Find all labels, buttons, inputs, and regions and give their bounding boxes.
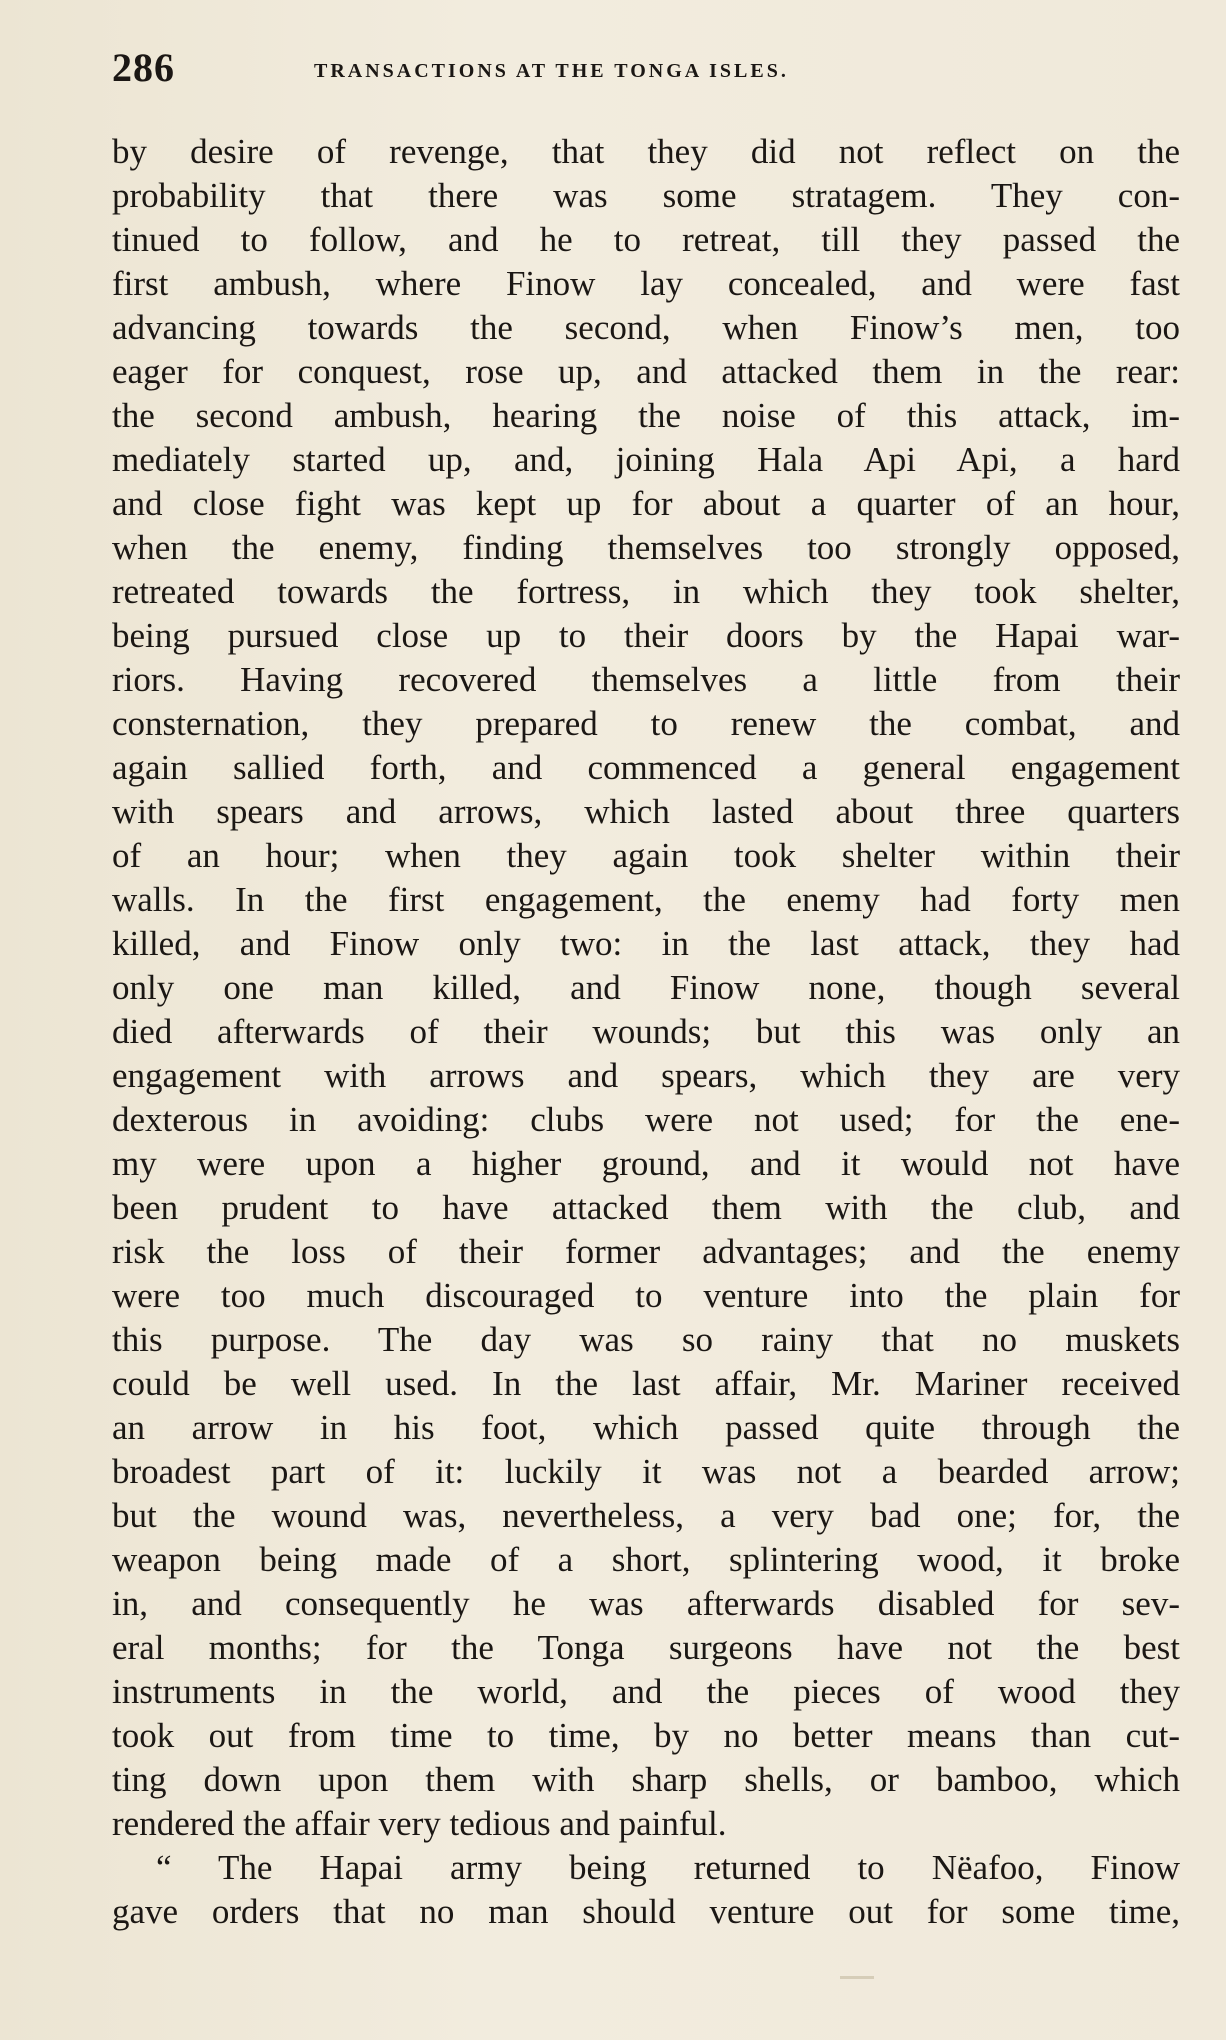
paragraph-end-line: rendered the affair very tedious and painful. [112,1804,727,1843]
text-line: could be well used. In the last affair, Mr. Mariner received [112,1364,1180,1403]
text-line: this purpose. The day was so rainy that no muskets [112,1320,1180,1359]
text-line: only one man killed, and Finow none, though several [112,968,1180,1007]
text-line: being pursued close up to their doors by the Hapai war- [112,616,1180,655]
text-line: mediately started up, and, joining Hala Api Api, a hard [112,440,1180,479]
text-line: eager for conquest, rose up, and attacked them in the rear: [112,352,1180,391]
text-line: broadest part of it: luckily it was not a bearded arrow; [112,1452,1180,1491]
text-line: were too much discouraged to venture into the plain for [112,1276,1180,1315]
text-line: and close fight was kept up for about a quarter of an hour, [112,484,1180,523]
text-line: tinued to follow, and he to retreat, till they passed the [112,220,1180,259]
text-line: my were upon a higher ground, and it would not have [112,1144,1180,1183]
text-line: consternation, they prepared to renew the combat, and [112,704,1180,743]
text-line: gave orders that no man should venture out for some time, [112,1892,1180,1931]
text-line: with spears and arrows, which lasted about three quarters [112,792,1180,831]
text-line: riors. Having recovered themselves a little from their [112,660,1180,699]
text-line: the second ambush, hearing the noise of this attack, im- [112,396,1180,435]
text-line: by desire of revenge, that they did not reflect on the [112,132,1180,171]
text-line: ting down upon them with sharp shells, or bamboo, which [112,1760,1180,1799]
text-line: first ambush, where Finow lay concealed, and were fast [112,264,1180,303]
text-line: died afterwards of their wounds; but this was only an [112,1012,1180,1051]
text-line: weapon being made of a short, splintering wood, it broke [112,1540,1180,1579]
text-line: walls. In the first engagement, the enemy had forty men [112,880,1180,919]
text-line: again sallied forth, and commenced a general engagement [112,748,1180,787]
text-line: but the wound was, nevertheless, a very bad one; for, the [112,1496,1180,1535]
text-line: in, and consequently he was afterwards disabled for sev- [112,1584,1180,1623]
text-line: dexterous in avoiding: clubs were not used; for the ene- [112,1100,1180,1139]
text-line: eral months; for the Tonga surgeons have not the best [112,1628,1180,1667]
text-line: been prudent to have attacked them with the club, and [112,1188,1180,1227]
page-number: 286 [112,45,175,90]
text-line: retreated towards the fortress, in which they took shelter, [112,572,1180,611]
text-line: advancing towards the second, when Finow’s men, too [112,308,1180,347]
text-line: probability that there was some stratagem. They con- [112,176,1180,215]
text-line: took out from time to time, by no better means than cut- [112,1716,1180,1755]
text-line: an arrow in his foot, which passed quite through the [112,1408,1180,1447]
running-title: TRANSACTIONS AT THE TONGA ISLES. [314,60,789,82]
quote-paragraph-start: “ The Hapai army being returned to Nëafoo, Finow [156,1848,1180,1887]
text-line: engagement with arrows and spears, which they are very [112,1056,1180,1095]
print-mark [840,1976,874,1979]
running-head [112,44,1192,96]
text-line: killed, and Finow only two: in the last attack, they had [112,924,1180,963]
text-line: risk the loss of their former advantages; and the enemy [112,1232,1180,1271]
body-text [112,130,1180,1934]
text-line: when the enemy, finding themselves too strongly opposed, [112,528,1180,567]
text-line: instruments in the world, and the pieces of wood they [112,1672,1180,1711]
text-line: of an hour; when they again took shelter within their [112,836,1180,875]
